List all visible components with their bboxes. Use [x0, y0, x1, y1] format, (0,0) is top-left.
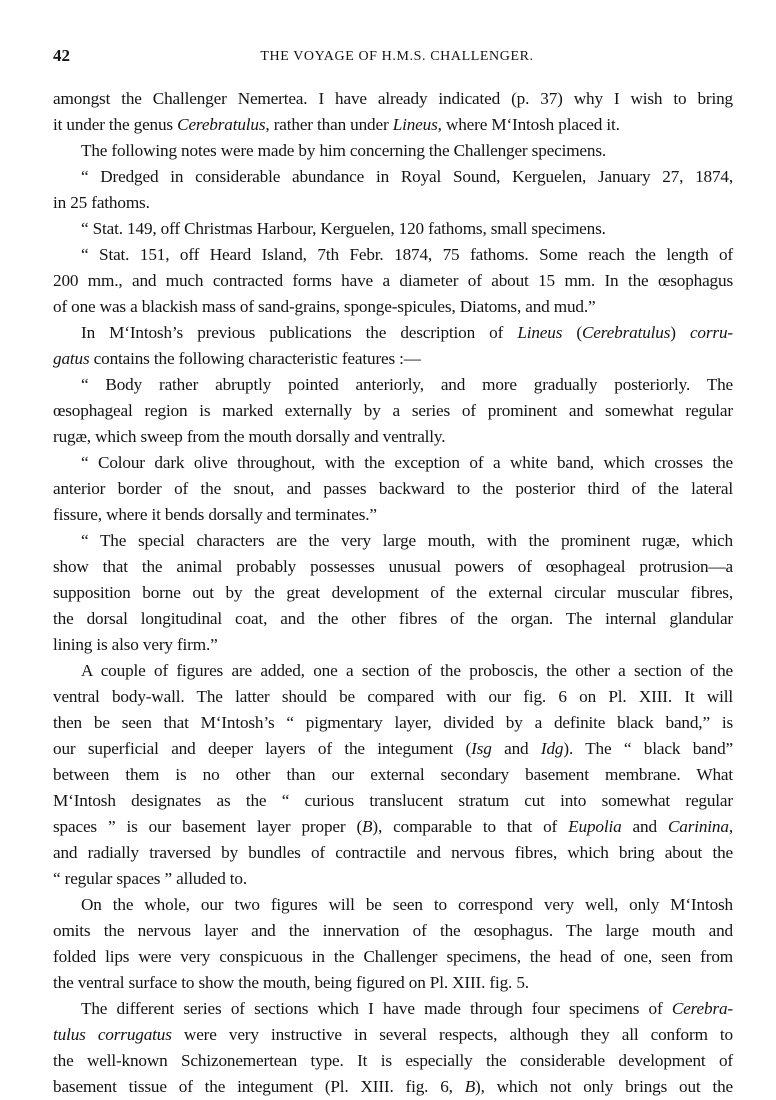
italic-term: Idg	[540, 739, 564, 758]
text-line: fissure, where it bends dorsally and terminates.”	[53, 505, 377, 524]
italic-term: B	[464, 1077, 476, 1096]
italic-term: Eupolia	[568, 817, 622, 836]
text-line: The following notes were made by him concerning the Challenger specimens.	[81, 141, 607, 160]
text-line: then be seen that M‘Intosh’s “ pigmentary layer, divided by a definite black band,” is	[53, 713, 733, 732]
text-line	[53, 814, 733, 840]
text-line: of one was a blackish mass of sand-grains, sponge-spicules, Diatoms, and mud.”	[53, 297, 596, 316]
italic-term: Cerebratulus	[581, 323, 671, 342]
text-line: the well-known Schizonemertean type. It is especially the considerable development of	[53, 1051, 733, 1070]
page-number: 42	[53, 46, 70, 65]
text-line: œsophageal region is marked externally by a series of prominent and somewhat regular	[53, 401, 733, 420]
italic-term: corru-	[689, 323, 733, 342]
text-line: lining is also very firm.”	[53, 635, 218, 654]
text-line: between them is no other than our external secondary basement membrane. What	[53, 765, 733, 784]
text-line: “ regular spaces ” alluded to.	[53, 869, 248, 888]
text-line	[53, 736, 733, 762]
text-line: folded lips were very conspicuous in the Challenger specimens, the head of one, seen from	[53, 947, 733, 966]
italic-term: Isg	[471, 739, 492, 758]
text-line	[53, 1022, 733, 1048]
text-line: “ The special characters are the very large mouth, with the prominent rugæ, which	[81, 531, 733, 550]
text-run: were very instructive in several respects, although they all conform to	[171, 1025, 734, 1044]
text-line: ventral body-wall. The latter should be compared with our fig. 6 on Pl. XIII. It will	[53, 687, 733, 706]
text-run: our superficial and deeper layers of the integument (	[53, 739, 472, 758]
text-run: ), which not only brings out the	[475, 1077, 733, 1096]
text-line: omits the nervous layer and the innervation of the œsophagus. The large mouth and	[53, 921, 733, 940]
text-run: ,	[728, 817, 733, 836]
text-line: “ Stat. 151, off Heard Island, 7th Febr. 1874, 75 fathoms. Some reach the length of	[81, 245, 733, 264]
text-line: On the whole, our two figures will be seen to correspond very well, only M‘Intosh	[81, 895, 733, 914]
italic-term: Carinina	[667, 817, 729, 836]
text-run: basement tissue of the integument (Pl. XIII. fig. 6,	[53, 1077, 465, 1096]
page-header	[53, 46, 723, 68]
text-line	[53, 320, 733, 346]
text-line	[53, 346, 733, 372]
text-line: the dorsal longitudinal coat, and the other fibres of the organ. The internal glandular	[53, 609, 733, 628]
text-line: show that the animal probably possesses unusual powers of œsophageal protrusion—a	[53, 557, 733, 576]
italic-term: Lineus	[392, 115, 438, 134]
italic-term: gatus	[53, 349, 90, 368]
text-run: , where M‘Intosh placed it.	[437, 115, 620, 134]
text-line: anterior border of the snout, and passes backward to the posterior third of the lateral	[53, 479, 733, 498]
text-line: “ Body rather abruptly pointed anteriorly, and more gradually posteriorly. The	[81, 375, 733, 394]
text-line	[53, 996, 733, 1022]
text-line: M‘Intosh designates as the “ curious translucent stratum cut into somewhat regular	[53, 791, 733, 810]
running-title: THE VOYAGE OF H.M.S. CHALLENGER.	[260, 49, 534, 64]
text-run: )	[670, 323, 690, 342]
text-line: “ Stat. 149, off Christmas Harbour, Kerguelen, 120 fathoms, small specimens.	[81, 219, 606, 238]
text-line: 200 mm., and much contracted forms have a diameter of about 15 mm. In the œsophagus	[53, 271, 733, 290]
text-line: A couple of figures are added, one a section of the proboscis, the other a section of the	[81, 661, 733, 680]
text-run: contains the following characteristic features :—	[89, 349, 421, 368]
text-line	[53, 112, 733, 138]
italic-term: Cerebra-	[671, 999, 733, 1018]
text-line: and radially traversed by bundles of contractile and nervous fibres, which bring about the	[53, 843, 733, 862]
text-run: it under the genus	[53, 115, 178, 134]
text-run: (	[562, 323, 582, 342]
text-run: In M‘Intosh’s previous publications the description of	[81, 323, 518, 342]
text-line: “ Dredged in considerable abundance in Royal Sound, Kerguelen, January 27, 1874,	[81, 167, 733, 186]
text-run: ). The “ black band”	[563, 739, 733, 758]
text-line: amongst the Challenger Nemertea. I have already indicated (p. 37) why I wish to bring	[53, 89, 733, 108]
text-run: spaces ” is our basement layer proper (	[53, 817, 363, 836]
text-run: ), comparable to that of	[372, 817, 569, 836]
text-run: and	[621, 817, 668, 836]
italic-term: tulus corrugatus	[53, 1025, 172, 1044]
text-line: in 25 fathoms.	[53, 193, 150, 212]
text-run: The different series of sections which I have made through four specimens of	[81, 999, 672, 1018]
italic-term: B	[362, 817, 373, 836]
italic-term: Cerebratulus	[177, 115, 266, 134]
text-run: , rather than under	[265, 115, 393, 134]
text-line	[53, 1074, 733, 1100]
text-line: supposition borne out by the great development of the external circular muscular fibres,	[53, 583, 733, 602]
italic-term: Lineus	[517, 323, 563, 342]
text-line: “ Colour dark olive throughout, with the exception of a white band, which crosses the	[81, 453, 733, 472]
text-line: the ventral surface to show the mouth, being figured on Pl. XIII. fig. 5.	[53, 973, 529, 992]
text-line: rugæ, which sweep from the mouth dorsally and ventrally.	[53, 427, 446, 446]
body-text	[53, 86, 733, 1100]
text-run: and	[491, 739, 541, 758]
